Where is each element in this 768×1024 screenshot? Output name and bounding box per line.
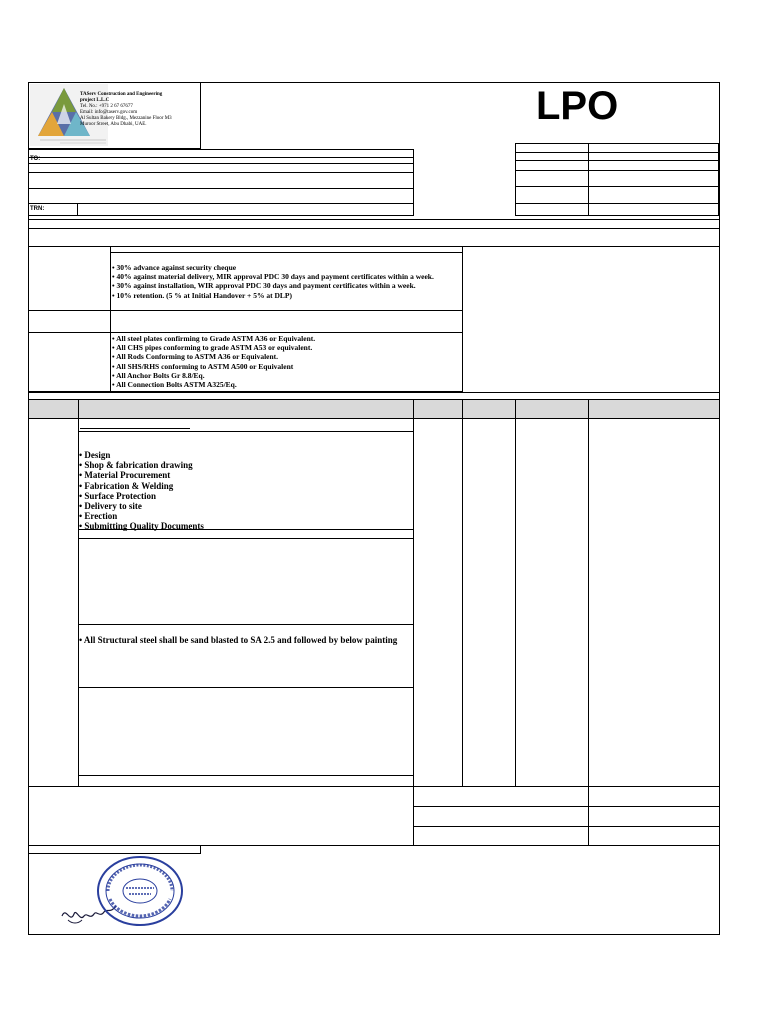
lpo-details-table bbox=[515, 143, 719, 216]
company-address-1: Al Sultan Bakery Bldg., Mezzanine Floor M3 bbox=[80, 116, 172, 121]
scope-item: • Material Procurement bbox=[79, 470, 171, 481]
trn-label: TRN: bbox=[30, 206, 45, 212]
supplier-block bbox=[28, 149, 414, 216]
scope-item: • Delivery to site bbox=[79, 501, 142, 512]
payment-term: • 30% against installation, WIR approval PDC 30 days and payment certificates within a week. bbox=[112, 281, 416, 291]
payment-term: • 30% advance against security cheque bbox=[112, 263, 237, 272]
scope-item: • Erection bbox=[79, 511, 118, 522]
to-label: TO: bbox=[30, 156, 41, 162]
document-title: LPO bbox=[536, 84, 619, 128]
material-spec: • All Rods Conforming to ASTM A36 or Equivalent. bbox=[112, 352, 279, 362]
material-specs bbox=[112, 334, 462, 389]
material-spec: • All CHS pipes conforming to grade ASTM A53 or equivalent. bbox=[112, 343, 313, 353]
scope-item: • Shop & fabrication drawing bbox=[79, 460, 193, 471]
painting-note: • All Structural steel shall be sand blasted to SA 2.5 and followed by below painting bbox=[79, 635, 398, 645]
scope-item: • Design bbox=[79, 450, 111, 460]
payment-term: • 40% against material delivery, MIR approval PDC 30 days and payment certificates within a week. bbox=[112, 272, 434, 282]
payment-terms bbox=[112, 263, 462, 300]
material-spec: • All steel plates confirming to Grade ASTM A36 or Equivalent. bbox=[112, 334, 316, 343]
scope-item: • Fabrication & Welding bbox=[79, 480, 174, 491]
scope-of-work bbox=[79, 450, 409, 532]
scope-item: • Surface Protection bbox=[79, 490, 156, 501]
company-name-2: project L.L.C bbox=[80, 98, 110, 103]
items-table-header bbox=[28, 399, 720, 419]
company-address-2: Muroor Street, Abu Dhabi, UAE. bbox=[80, 122, 147, 127]
company-stamp bbox=[96, 855, 184, 927]
company-tel: Tel. No.: +971 2 67 67677 bbox=[80, 104, 133, 109]
company-info bbox=[80, 92, 200, 128]
material-spec: • All Anchor Bolts Gr 8.8/Eq. bbox=[112, 370, 205, 380]
company-email: Email: info@taserv.gov.com bbox=[80, 110, 138, 115]
payment-term: • 10% retention. (5 % at Initial Handover + 5% at DLP) bbox=[112, 290, 292, 300]
company-name-1: TAServ Construction and Engineering bbox=[80, 92, 163, 97]
material-spec: • All Connection Bolts ASTM A325/Eq. bbox=[112, 380, 237, 390]
scope-item: • Submitting Quality Documents bbox=[79, 521, 204, 532]
material-spec: • All SHS/RHS conforming to ASTM A500 or Equivalent bbox=[112, 361, 294, 371]
